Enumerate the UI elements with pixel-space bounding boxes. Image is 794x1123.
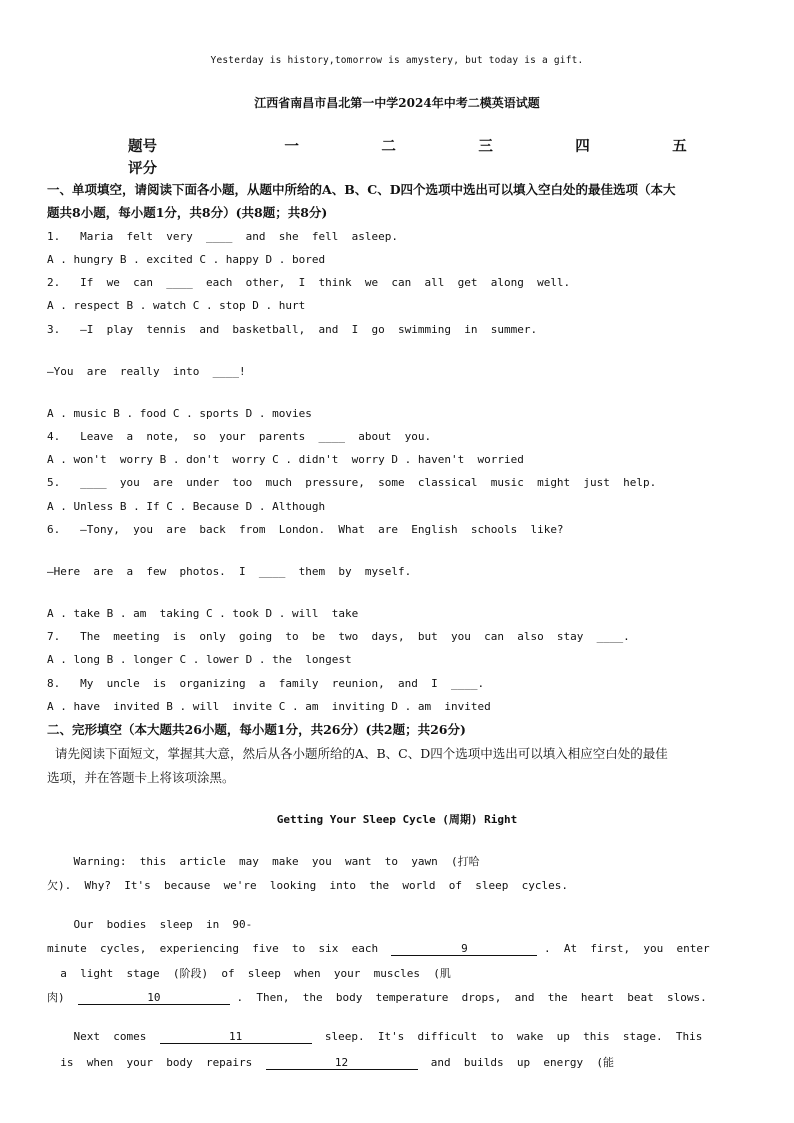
question-3: 3. —I play tennis and basketball, and I go swimming in summer. xyxy=(47,323,538,336)
passage-title: Getting Your Sleep Cycle (周期) Right xyxy=(276,813,518,826)
question-3-reply: —You are really into ____! xyxy=(47,365,246,378)
score-row-number xyxy=(128,134,728,156)
blank-10[interactable]: 10 xyxy=(78,991,230,1005)
passage-line: Warning: this article may make you want to yawn (打哈 xyxy=(47,855,480,868)
passage-text: 肉) xyxy=(47,991,78,1004)
question-6-options: A . take B . am taking C . took D . will take xyxy=(47,607,359,620)
passage-text: is when your body repairs xyxy=(47,1056,266,1069)
motto: Yesterday is history,tomorrow is amystery, but today is a gift. xyxy=(210,55,584,66)
score-cell: 一 xyxy=(284,137,299,155)
section1-heading: 一、单项填空，请阅读下面各小题，从题中所给的A、B、C、D四个选项中选出可以填入空白处的最佳选项（本大 xyxy=(47,182,676,197)
question-6-reply: —Here are a few photos. I ____ them by myself. xyxy=(47,565,412,578)
score-row-score xyxy=(128,156,728,178)
section2-heading: 二、完形填空（本大题共26小题，每小题1分，共26分）(共2题；共26分) xyxy=(47,722,466,737)
score-cell: 题号 xyxy=(128,137,157,155)
passage-text: . At first, you enter xyxy=(537,942,710,955)
passage-text: minute cycles, experiencing five to six each xyxy=(47,942,392,955)
passage-text: Next comes xyxy=(47,1030,160,1043)
score-cell: 五 xyxy=(672,137,687,155)
passage-line xyxy=(47,1054,614,1070)
score-table xyxy=(128,134,728,178)
blank-11[interactable]: 11 xyxy=(160,1030,312,1044)
question-6: 6. —Tony, you are back from London. What are English schools like? xyxy=(47,523,564,536)
exam-title: 江西省南昌市昌北第一中学2024年中考二模英语试题 xyxy=(254,96,540,110)
question-7: 7. The meeting is only going to be two days, but you can also stay ____. xyxy=(47,630,630,643)
section2-instructions: 请先阅读下面短文，掌握其大意，然后从各小题所给的A、B、C、D四个选项中选出可以填入相应空白处的最佳 xyxy=(47,746,668,761)
question-2-options: A . respect B . watch C . stop D . hurt xyxy=(47,299,306,312)
question-4-options: A . won't worry B . don't worry C . didn't worry D . haven't worried xyxy=(47,453,524,466)
passage-line xyxy=(47,942,710,956)
question-1-options: A . hungry B . excited C . happy D . bored xyxy=(47,253,326,266)
question-4: 4. Leave a note, so your parents ____ about you. xyxy=(47,430,432,443)
passage-line xyxy=(47,989,707,1005)
blank-12[interactable]: 12 xyxy=(266,1056,418,1070)
passage-line xyxy=(47,1030,702,1044)
question-3-options: A . music B . food C . sports D . movies xyxy=(47,407,312,420)
section2-instructions-cont: 选项，并在答题卡上将该项涂黑。 xyxy=(47,770,235,785)
score-cell: 评分 xyxy=(128,159,157,177)
question-8-options: A . have invited B . will invite C . am inviting D . am invited xyxy=(47,700,491,713)
question-2: 2. If we can ____ each other, I think we can all get along well. xyxy=(47,276,571,289)
passage-text: . Then, the body temperature drops, and the heart beat slows. xyxy=(229,991,707,1004)
section1-heading-cont: 题共8小题，每小题1分，共8分）(共8题；共8分) xyxy=(47,205,328,220)
question-8: 8. My uncle is organizing a family reunion, and I ____. xyxy=(47,677,485,690)
passage-line: 欠). Why? It's because we're looking into the world of sleep cycles. xyxy=(47,879,568,892)
question-1: 1. Maria felt very ____ and she fell asleep. xyxy=(47,230,398,243)
passage-text: sleep. It's difficult to wake up this stage. This xyxy=(311,1030,703,1043)
question-5: 5. ____ you are under too much pressure, some classical music might just help. xyxy=(47,476,657,489)
passage-text: and builds up energy (能 xyxy=(417,1056,614,1069)
score-cell: 三 xyxy=(478,137,493,155)
score-cell: 二 xyxy=(381,137,396,155)
score-cell: 四 xyxy=(575,137,590,155)
passage-line: a light stage (阶段) of sleep when your muscles (肌 xyxy=(47,967,451,980)
question-5-options: A . Unless B . If C . Because D . Although xyxy=(47,500,326,513)
passage-line: Our bodies sleep in 90- xyxy=(47,918,253,931)
blank-9[interactable]: 9 xyxy=(391,942,537,956)
question-7-options: A . long B . longer C . lower D . the longest xyxy=(47,653,352,666)
